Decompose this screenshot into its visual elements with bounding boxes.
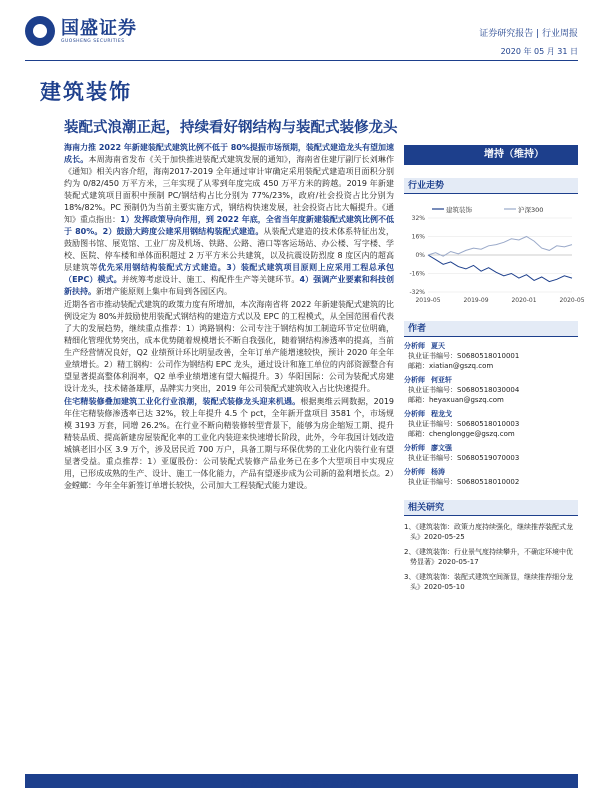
author-cert: 执业证书编号：S0680518010003	[408, 420, 520, 428]
paragraph-1-text-4: 新增产能原则上集中布局到各园区内。	[96, 287, 232, 296]
author-entry	[404, 467, 578, 487]
header-divider	[25, 60, 578, 61]
y-tick-label: -32%	[409, 289, 425, 296]
industry-title: 建筑装饰	[40, 80, 132, 104]
footer-disclaimer: 请仔细阅读本报告末页声明	[239, 779, 360, 789]
paragraph-1-highlight-2: 1）发挥政策导向作用，到 2022 年底，全省当年度新建装配式建筑比例不低于 80%。2）鼓励大跨度公建采用钢结构装配式建造。	[64, 215, 394, 236]
author-role: 分析师	[404, 468, 425, 476]
author-entry	[404, 375, 578, 405]
rating-badge: 增持（维持）	[404, 145, 578, 165]
report-title: 装配式浪潮正起，持续看好钢结构与装配式装修龙头	[64, 120, 398, 136]
company-logo	[25, 16, 137, 46]
paragraph-2: 近期各省市推动装配式建筑的政策力度有所增加，本次海南省将 2022 年新建装配式建筑的比例设定为 80%并鼓励使用装配式钢结构的建造方式以及 EPC 的工程模式，从全国范围看代表了大的发展趋势，继续重点推荐：1）鸿路钢构：公司专注于钢结构加工制造环节定位明确，精细化管理优势突出，成本优势随着规模增长不断自我强化，随着钢结构渗透率的提高，当前生产经营情况良好，Q2 业绩预计环比明显改善，全年订单产能增速较快，预计 2020 年全年业绩增长。2）精工钢构：公司作为钢结构 EPC 龙头，通过设计和施工单位的内部资源整合有望显著提高整体利润率，Q2 单季业绩增速有望大幅提升。3）华阳国际：公司为装配式房建设计龙头，技术储备雄厚，品牌实力突出，2019 年公司装配式建筑收入占比快速提升。	[64, 300, 394, 393]
related-research-item[interactable]: 1、《建筑装饰：政策力度持续强化，继续推荐装配式龙头》2020-05-25	[404, 523, 573, 541]
legend-label-b: 沪深300	[518, 206, 544, 214]
y-tick-label: -16%	[409, 270, 425, 278]
related-research-item[interactable]: 2、《建筑装饰：行业景气度持续攀升，不确定环境中优势显著》2020-05-17	[404, 548, 573, 566]
author-name: 夏天	[431, 342, 445, 350]
author-email[interactable]: 邮箱：chenglongge@gszq.com	[408, 430, 515, 438]
author-cert: 执业证书编号：S0680518010002	[408, 478, 520, 486]
author-entry	[404, 409, 578, 439]
report-body	[64, 142, 394, 493]
y-tick-label: 16%	[411, 233, 425, 241]
author-cert: 执业证书编号：S0680519070003	[408, 454, 520, 462]
author-role: 分析师	[404, 444, 425, 452]
related-section-title: 相关研究	[404, 500, 578, 516]
logo-name-cn: 国盛证券	[61, 17, 137, 39]
y-tick-label: 32%	[411, 215, 425, 222]
author-email[interactable]: 邮箱：xiatian@gszq.com	[408, 362, 494, 370]
related-research-item[interactable]: 3、《建筑装饰：装配式建筑空间渐显，继续推荐细分龙头》2020-05-10	[404, 573, 573, 591]
logo-mark-icon	[25, 16, 55, 46]
author-entry	[404, 443, 578, 463]
paragraph-3	[64, 396, 394, 492]
series-line-csi300	[428, 237, 572, 257]
author-name: 杨涛	[431, 468, 445, 476]
author-name: 何亚轩	[431, 376, 452, 384]
paragraph-1-highlight-3: 优先采用钢结构装配式方式建造。3）装配式建筑项目原则上应采用工程总承包（EPC）模式。	[64, 263, 394, 284]
trend-chart-svg	[404, 200, 585, 308]
author-cert: 执业证书编号：S0680518030004	[408, 386, 520, 394]
x-tick-label: 2020-01	[511, 297, 537, 304]
page-header	[0, 0, 600, 62]
legend-label-a: 建筑装饰	[446, 206, 472, 214]
y-tick-label: 0%	[415, 252, 425, 259]
logo-name-en: GUOSHENG SECURITIES	[61, 38, 125, 44]
author-cert: 执业证书编号：S0680518010001	[408, 352, 520, 360]
authors-section-title: 作者	[404, 321, 578, 337]
paragraph-1-highlight: 海南力推 2022 年新建装配式建筑比例不低于 80%提振市场预期，装配式建造龙头有望加速成长。	[64, 143, 394, 164]
author-role: 分析师	[404, 342, 425, 350]
related-research-list	[404, 522, 578, 592]
x-tick-label: 2019-09	[463, 297, 489, 304]
series-line-construction	[428, 255, 572, 282]
sidebar	[404, 145, 585, 592]
report-date: 2020 年 05 月 31 日	[500, 47, 578, 56]
x-tick-label: 2019-05	[415, 297, 441, 304]
trend-section-title: 行业走势	[404, 178, 578, 194]
paragraph-1-text-3: 并统筹考虑设计、施工、构配件生产等关键环节。	[121, 275, 300, 284]
paragraph-1-text-2: 从装配式建造的技术体系特征出发，鼓励图书馆、展览馆、工业厂房及机场、铁路、公路、港口等客运场站、办公楼、写字楼、学校、医院、停车楼和单体面积超过 2 万平方米公共建筑，以及抗震设防烈度 8 度区内的超高层建筑等	[64, 227, 394, 272]
paragraph-1	[64, 142, 394, 298]
author-email[interactable]: 邮箱：heyaxuan@gszq.com	[408, 396, 504, 404]
trend-chart	[404, 200, 585, 308]
author-name: 程龙戈	[431, 410, 452, 418]
paragraph-3-highlight: 住宅精装修叠加建筑工业化行业浪潮，装配式装修龙头迎来机遇。	[64, 397, 301, 406]
author-role: 分析师	[404, 376, 425, 384]
paragraph-3-text: 根据奥维云网数据，2019 年住宅精装修渗透率已达 32%，较上年提升 4.5 个 pct，全年新开盘项目 3581 个，市场规模 3193 万套，同增 26.2%。在行业不断向精装修转型背景下，能够为房企缩短工期、提升精装品质、提高新建房屋装配化率的工业化内装迎来快速增长阶段，此外，今年我国计划改造城镇老旧小区 3.9 万个，涉及居民近 700 万户，具备工期与环保优势的工业化内装行业有望显著受益。重点推荐：1）亚厦股份：公司装配式装修产品业务已在多个大型项目中实现应用，已形成成熟的生产、设计、施工一体化能力，产品有望逐步成为公司新的盈利增长点。2）金螳螂：今年全年新签订单增长较快，公司加大工程装配式能力建设。	[64, 397, 395, 490]
report-type: 证券研究报告 | 行业周报	[479, 29, 578, 39]
paragraph-1-text: 本周海南省发布《关于加快推进装配式建筑发展的通知》，海南省住建厅副厅长刘琳作《通知》相关内容介绍，海南2017-2019 全年通过审计审确定采用装配式建造项目面积分别约为 0/82/450 万平方米，三年实现了从零到年度完成 450 万平方米的跨越。2019 年新建装配式建筑项目面积中预制 PC/钢结构占比分别为 77%/23%，政府/社会投资占比分别为 18%/82%。PC 预制仍为当前主要实施方式，钢结构快速发展，社会投资占比大幅提升。《通知》重点指出：	[64, 155, 394, 224]
author-name: 廖文强	[431, 444, 452, 452]
author-entry	[404, 341, 578, 371]
paragraph-1-highlight-4: 4）强调产业要素和科技创新扶持。	[64, 275, 395, 296]
x-tick-label: 2020-05	[559, 297, 585, 304]
author-role: 分析师	[404, 410, 425, 418]
